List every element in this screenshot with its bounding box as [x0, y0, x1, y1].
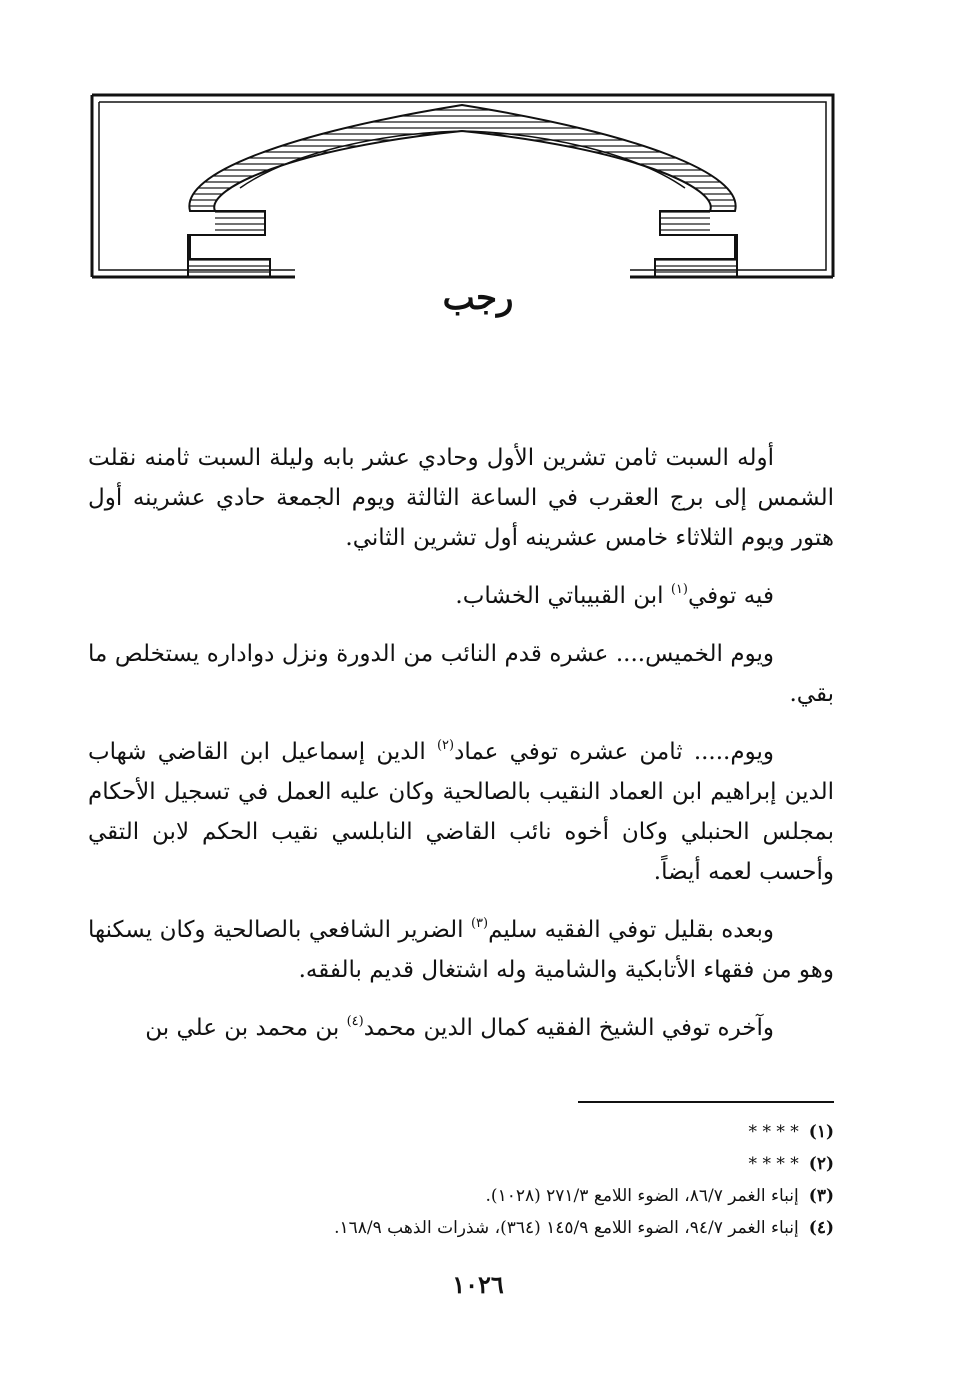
- footnote-text: إنباء الغمر ٨٦/٧، الضوء اللامع ٢٧١/٣ (١٠٢٨).: [485, 1186, 799, 1206]
- paragraph: [88, 732, 834, 892]
- footnote-text: * * * *: [748, 1122, 799, 1142]
- chapter-title: رجب: [442, 278, 514, 318]
- paragraph: أوله السبت ثامن تشرين الأول وحادي عشر بابه وليلة السبت ثامنه نقلت الشمس إلى برج العقرب في الساعة الثالثة ويوم الجمعة حادي عشرينه أول هتور ويوم الثلاثاء خامس عشرينه أول تشرين الثاني.: [88, 445, 834, 551]
- paragraph: [88, 1008, 834, 1048]
- footnote-number: (٤): [808, 1218, 834, 1238]
- footnote: [120, 1116, 834, 1148]
- paragraph: [88, 576, 834, 616]
- paragraph: ويوم الخميس.... عشره قدم النائب من الدورة ونزل دواداره يستخلص ما بقي.: [88, 641, 834, 707]
- chapter-header-ornament: [90, 93, 835, 288]
- paragraph: [88, 910, 834, 990]
- paragraph-text: وبعده بقليل توفي الفقيه سليم: [488, 917, 774, 943]
- footnote: [120, 1212, 834, 1244]
- footnote-ref: (٢): [436, 738, 455, 753]
- paragraph-text: بن محمد بن علي بن: [145, 1015, 347, 1041]
- footnote: [120, 1148, 834, 1180]
- paragraph-text: الدين إسماعيل ابن القاضي شهاب الدين إبراهيم ابن العماد النقيب بالصالحية وكان عليه العمل في تسجيل الأحكام بمجلس الحنبلي وكان أخوه نائب القاضي النابلسي نقيب الحكم لابن التقي وأحسب لعمه أيضاً.: [88, 739, 834, 885]
- paragraph-text: ابن القبيباتي الخشاب.: [455, 583, 671, 609]
- footnote-divider: [578, 1101, 834, 1103]
- paragraph-text: ويوم..... ثامن عشره توفي عماد: [454, 739, 774, 765]
- paragraph-text: الضرير الشافعي بالصالحية وكان يسكنها وهو من فقهاء الأتابكية والشامية وله اشتغال قديم بالفقه.: [88, 917, 834, 983]
- footnote-ref: (٤): [346, 1014, 364, 1029]
- footnote-text: * * * *: [748, 1154, 799, 1174]
- footnote-ref: (١): [670, 582, 688, 597]
- footnote-number: (١): [808, 1122, 834, 1142]
- body-text: [88, 438, 834, 1066]
- footnote-ref: (٣): [470, 916, 489, 931]
- page-number: ١٠٢٦: [452, 1270, 504, 1299]
- footnote: [120, 1180, 834, 1212]
- footnotes: [120, 1116, 834, 1244]
- footnote-text: إنباء الغمر ٩٤/٧، الضوء اللامع ١٤٥/٩ (٣٦٤)، شذرات الذهب ١٦٨/٩.: [334, 1218, 799, 1238]
- footnote-number: (٢): [808, 1154, 834, 1174]
- footnote-number: (٣): [808, 1186, 834, 1206]
- paragraph-text: وآخره توفي الشيخ الفقيه كمال الدين محمد: [363, 1015, 774, 1041]
- paragraph-text: فيه توفي: [687, 583, 774, 609]
